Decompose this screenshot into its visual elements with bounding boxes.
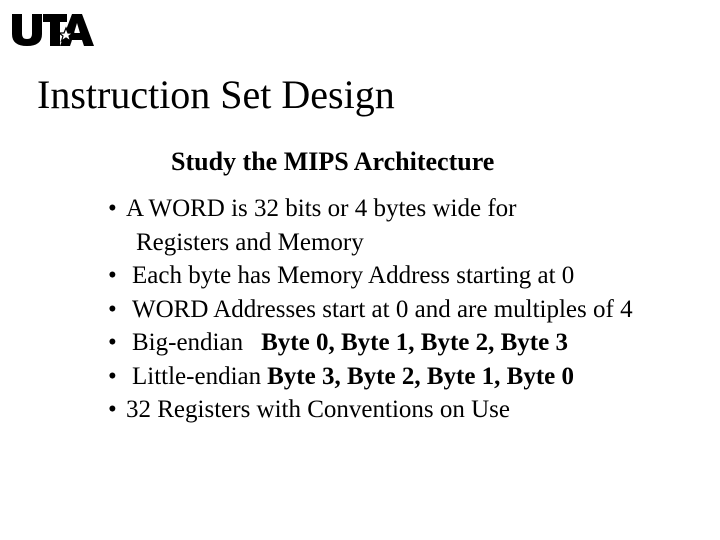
bullet-icon: • [108,262,117,289]
bullet-text: 32 Registers with Conventions on Use [126,396,511,423]
bullet-icon: • [108,195,117,222]
bullet-text: Registers and Memory [136,228,364,256]
uta-logo [10,10,96,48]
bullet-text: Big-endian [132,329,244,356]
bullet-item [108,326,633,360]
bullet-item [108,360,633,394]
bullet-bold-text: Byte 0, Byte 1, Byte 2, Byte 3 [261,329,568,356]
bullet-item [108,259,633,293]
bullet-icon: • [108,396,117,423]
bullet-text: WORD Addresses start at 0 and are multiples of 4 [132,295,633,323]
bullet-icon: • [108,362,117,390]
bullet-text: A WORD is 32 bits or 4 bytes wide for [126,195,517,222]
bullet-item [108,192,633,226]
bullet-list [108,192,633,427]
bullet-item [108,293,633,327]
bullet-text: Each byte has Memory Address starting at 0 [132,262,575,289]
bullet-text: Little-endian [132,362,262,390]
bullet-bold-text: Byte 3, Byte 2, Byte 1, Byte 0 [267,362,575,390]
bullet-item [108,393,633,427]
bullet-icon: • [108,295,117,323]
slide-subtitle: Study the MIPS Architecture [171,147,495,176]
bullet-continuation [108,226,633,260]
uta-logo-mark [10,10,96,48]
slide-title: Instruction Set Design [37,72,395,117]
bullet-icon: • [108,329,117,356]
